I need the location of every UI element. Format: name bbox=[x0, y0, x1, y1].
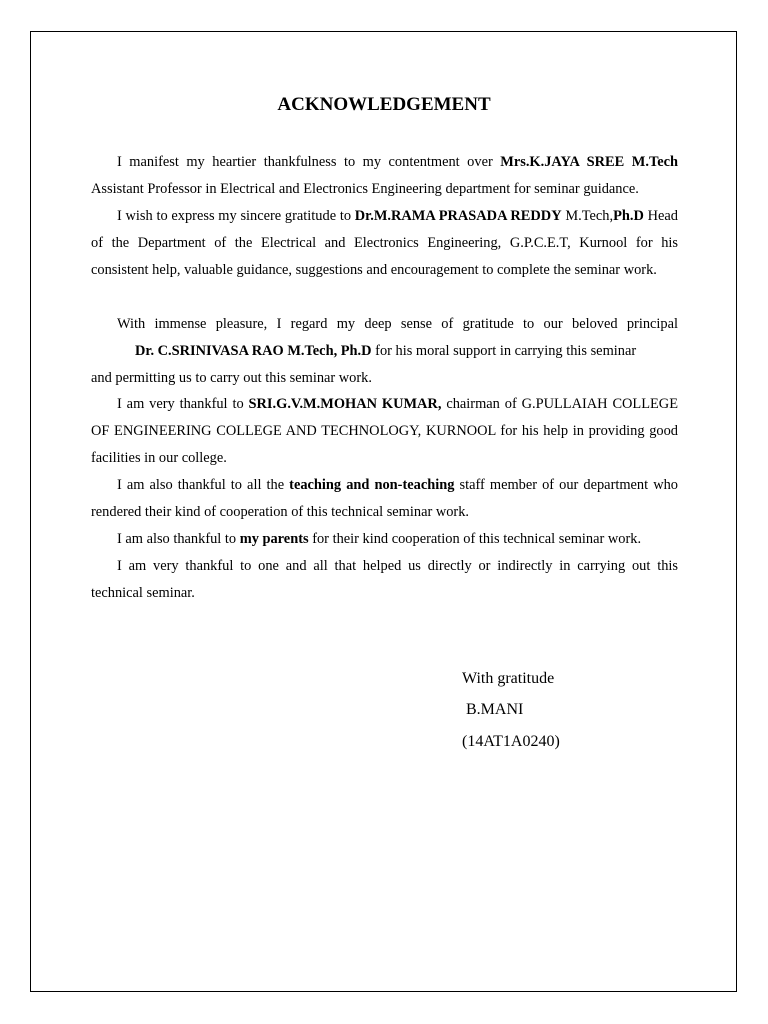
p1-text-2: Assistant Professor in Electrical and Electronics Engineering department for seminar guidance. bbox=[91, 181, 639, 197]
p3-bold-name: Dr. C.SRINIVASA RAO M.Tech, Ph.D bbox=[135, 343, 372, 359]
p2-text-3: Head of the Department of the Electrical and Electronics Engineering, G.P.C.E.T, Kurnool for his consistent help, valuable guidance, suggestions and encouragement to complete the seminar work. bbox=[91, 208, 678, 278]
paragraph-1 bbox=[91, 149, 678, 203]
p5-text-1: I am also thankful to all the bbox=[117, 477, 290, 493]
p5-bold-phrase: teaching and non-teaching bbox=[289, 477, 455, 493]
p5-text-2: staff member of our department who rendered their kind of cooperation of this technical seminar work. bbox=[91, 477, 678, 520]
signature-roll-number: (14AT1A0240) bbox=[462, 733, 560, 750]
p2-text-2: M.Tech, bbox=[561, 208, 614, 224]
p2-bold-degree: Ph.D bbox=[613, 208, 644, 224]
paragraph-3-line-1 bbox=[91, 311, 678, 338]
p4-text-2: chairman of G.PULLAIAH COLLEGE OF ENGINEERING COLLEGE AND TECHNOLOGY, KURNOOL for his help in providing good facilities in our college. bbox=[91, 396, 678, 466]
p2-text-1: I wish to express my sincere gratitude to bbox=[117, 208, 355, 224]
p1-bold-name: Mrs.K.JAYA SREE M.Tech bbox=[500, 154, 678, 170]
p3-text-2: for his moral support in carrying this seminar bbox=[371, 343, 637, 359]
paragraph-4 bbox=[91, 391, 678, 472]
paragraph-5 bbox=[91, 472, 678, 526]
paragraph-3-line-3: and permitting us to carry out this seminar work. bbox=[91, 370, 372, 386]
paragraph-3-line-2 bbox=[91, 338, 678, 365]
paragraph-7 bbox=[91, 553, 678, 607]
p6-text-1: I am also thankful to bbox=[117, 531, 240, 547]
page-title: ACKNOWLEDGEMENT bbox=[277, 94, 491, 115]
p1-text-1: I manifest my heartier thankfulness to my contentment over bbox=[117, 154, 501, 170]
p3-line-1-text: With immense pleasure, I regard my deep sense of gratitude to our beloved principal bbox=[117, 316, 678, 332]
p4-text-1: I am very thankful to bbox=[117, 396, 249, 412]
signature-name: B.MANI bbox=[466, 701, 524, 718]
p4-bold-name: SRI.G.V.M.MOHAN KUMAR, bbox=[248, 396, 442, 412]
paragraph-2 bbox=[91, 203, 678, 284]
signature-closing: With gratitude bbox=[462, 670, 555, 687]
p7-text-1: I am very thankful to one and all that helped us directly or indirectly in carrying out this technical seminar. bbox=[91, 558, 678, 601]
p6-bold-phrase: my parents bbox=[239, 531, 309, 547]
p6-text-2: for their kind cooperation of this technical seminar work. bbox=[308, 531, 642, 547]
paragraph-6 bbox=[91, 526, 678, 553]
p2-bold-name: Dr.M.RAMA PRASADA REDDY bbox=[354, 208, 562, 224]
